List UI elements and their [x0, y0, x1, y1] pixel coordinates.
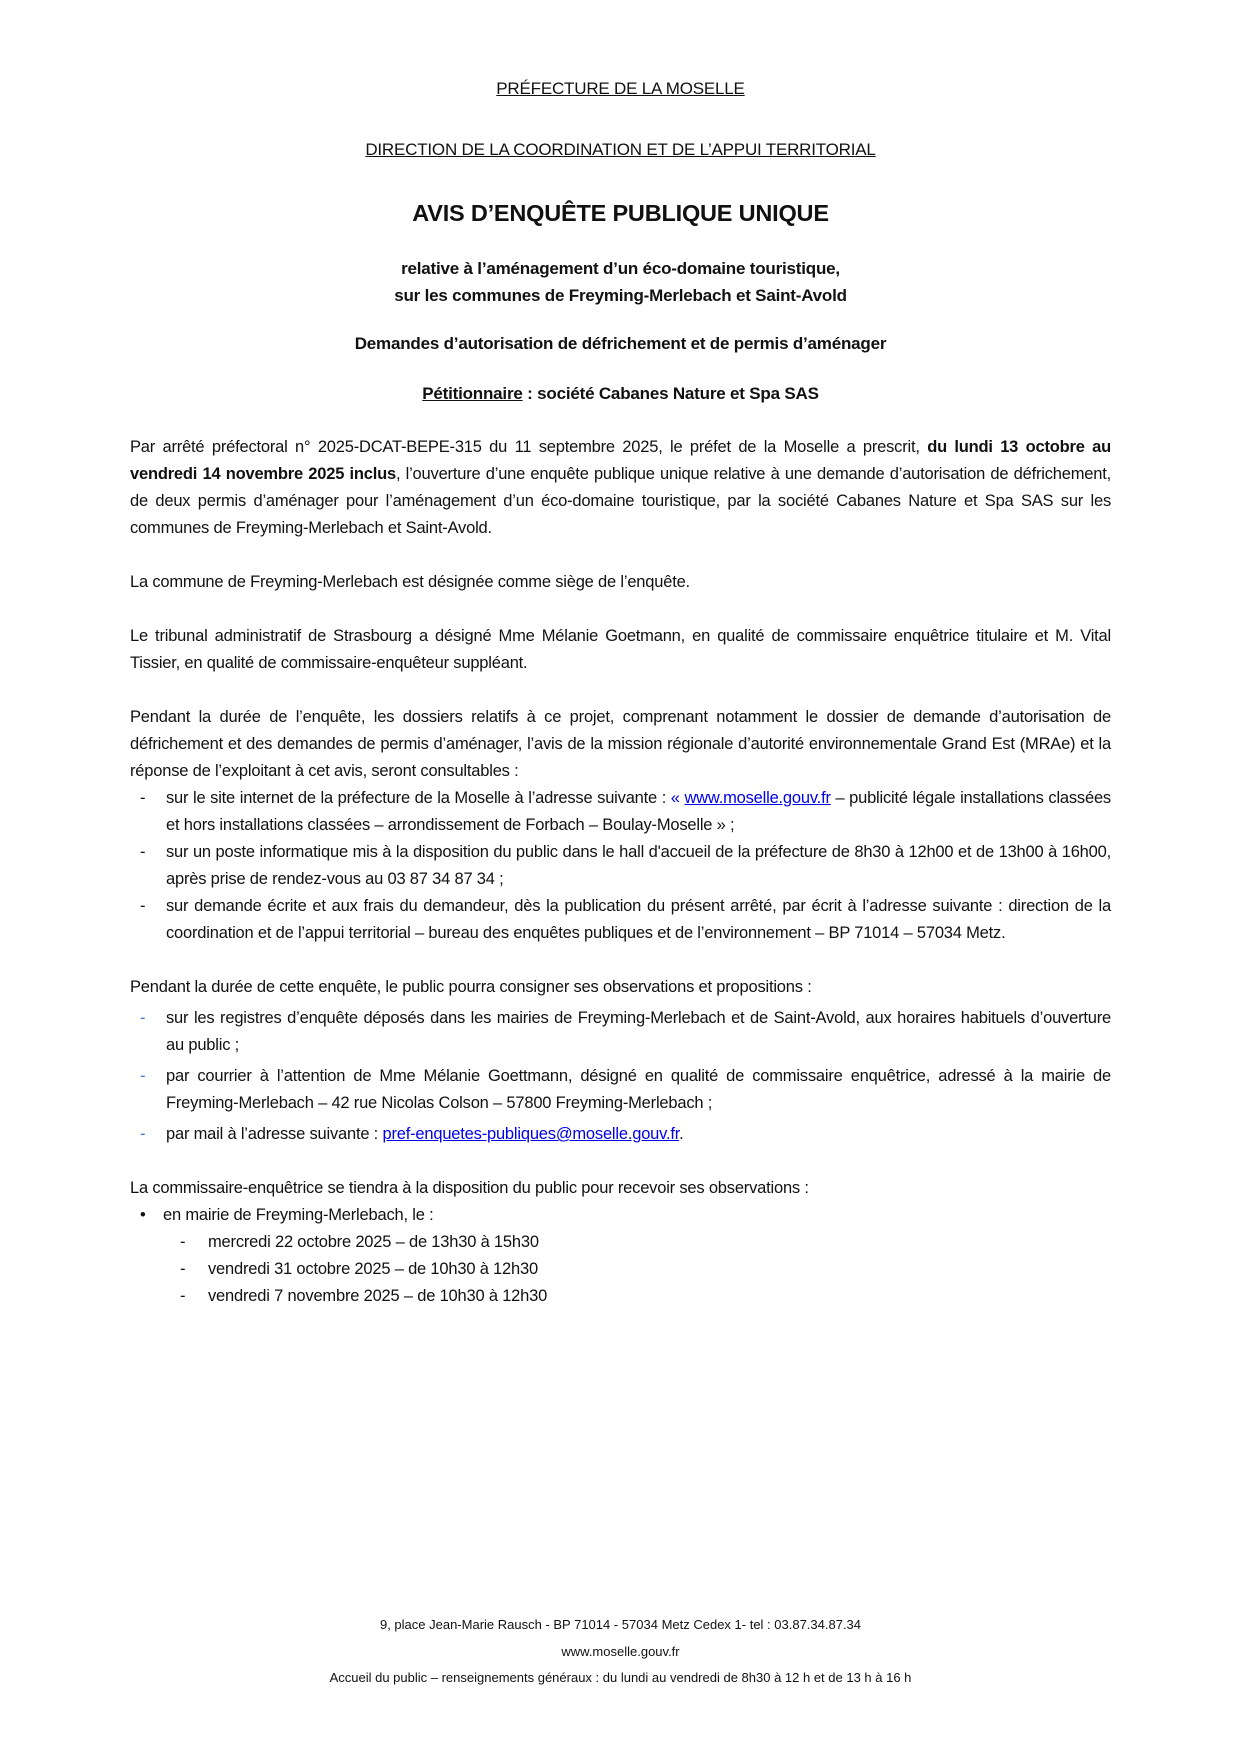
dash-marker-blue: -: [140, 1125, 146, 1143]
footer-hours: Accueil du public – renseignements généraux : du lundi au vendredi de 8h30 à 12 h et de 13 h à 16 h: [329, 1670, 912, 1685]
list-item-text: par courrier à l’attention de Mme Mélanie Goettmann, désigné en qualité de commissaire enquêtrice, adressé à la mairie de Freyming-Merlebach – 42 rue Nicolas Colson – 57800 Freyming-Merlebach ;: [166, 1067, 1111, 1112]
list-item-text: [166, 785, 1111, 839]
list-item-registres: [130, 1005, 1111, 1059]
dash-marker: -: [180, 1287, 186, 1305]
date-item: [178, 1283, 1111, 1310]
mail-text-pre: par mail à l’adresse suivante :: [166, 1125, 383, 1143]
list-item-text: sur les registres d’enquête déposés dans les mairies de Freyming-Merlebach et de Saint-Avold, aux horaires habituels d’ouverture au public ;: [166, 1009, 1111, 1054]
petitioner-label: Pétitionnaire: [422, 384, 523, 403]
footer-address: 9, place Jean-Marie Rausch - BP 71014 - 57034 Metz Cedex 1- tel : 03.87.34.87.34: [379, 1617, 862, 1632]
dash-marker-blue: -: [140, 1067, 146, 1085]
page-footer: [0, 1612, 1241, 1692]
observations-list: [130, 1005, 1111, 1148]
list-item-site-internet: [130, 785, 1111, 839]
quote-open: «: [670, 789, 685, 807]
list-item-mail: [130, 1121, 1111, 1148]
moselle-gouv-link[interactable]: www.moselle.gouv.fr: [684, 789, 831, 807]
site-text-post: – publicité légale installations classées et hors installations classées – arrondissement de Forbach – Boulay-Moselle » ;: [166, 789, 1111, 834]
paragraph-permanences-intro: La commissaire-enquêtrice se tiendra à la disposition du public pour recevoir ses observations :: [130, 1179, 809, 1197]
date-item: [178, 1256, 1111, 1283]
list-item-demande-ecrite: [130, 893, 1111, 947]
dash-marker: -: [180, 1260, 186, 1278]
list-item-courrier: [130, 1063, 1111, 1117]
dash-marker-blue: -: [140, 1009, 146, 1027]
subtitle-line-1: relative à l’aménagement d’un éco-domaine touristique,: [401, 259, 840, 278]
paragraph-observations-intro: Pendant la durée de cette enquête, le public pourra consigner ses observations et propositions :: [130, 978, 812, 996]
date-item-text: mercredi 22 octobre 2025 – de 13h30 à 15h30: [208, 1233, 539, 1251]
paragraph-tribunal: Le tribunal administratif de Strasbourg a désigné Mme Mélanie Goetmann, en qualité de commissaire enquêtrice titulaire et M. Vital Tissier, en qualité de commissaire-enquêteur suppléant.: [130, 627, 1111, 672]
subtitle: [130, 255, 1111, 309]
dash-marker: -: [140, 789, 146, 807]
prefecture-heading: PRÉFECTURE DE LA MOSELLE: [496, 79, 745, 98]
dash-marker: -: [140, 843, 146, 861]
petitioner-value: : société Cabanes Nature et Spa SAS: [522, 384, 819, 403]
petitioner-line: [130, 380, 1111, 407]
list-item-poste-informatique: [130, 839, 1111, 893]
consultation-list: [130, 785, 1111, 947]
paragraph-consultation-intro: Pendant la durée de l’enquête, les dossiers relatifs à ce projet, comprenant notamment le dossier de demande d’autorisation de défrichement et des demandes de permis d’aménager, l’avis de la mission régionale d’autorité environnementale Grand Est (MRAe) et la réponse de l’exploitant à cet avis, seront consultables :: [130, 708, 1111, 780]
arrete-text-post: , l’ouverture d’une enquête publique unique relative à une demande d’autorisation de défrichement, de deux permis d’aménager pour l’aménagement d’un éco-domaine touristique, par la société Cabanes Nature et Spa SAS sur les communes de Freyming-Merlebach et Saint-Avold.: [130, 465, 1112, 537]
bullet-item-text: en mairie de Freyming-Merlebach, le :: [163, 1206, 434, 1224]
email-link[interactable]: pref-enquetes-publiques@moselle.gouv.fr: [382, 1125, 680, 1143]
paragraph-arrete: [130, 434, 1111, 542]
arrete-text-pre: Par arrêté préfectoral n° 2025-DCAT-BEPE-315 du 11 septembre 2025, le préfet de la Moselle a prescrit,: [130, 438, 928, 456]
list-item-text: sur un poste informatique mis à la disposition du public dans le hall d'accueil de la préfecture de 8h30 à 12h00 et de 13h00 à 16h00, après prise de rendez-vous au 03 87 34 87 34 ;: [166, 843, 1111, 888]
bullet-item-mairie: [130, 1202, 1111, 1229]
date-item-text: vendredi 7 novembre 2025 – de 10h30 à 12h30: [208, 1287, 548, 1305]
mail-text-post: .: [679, 1125, 684, 1143]
main-title: AVIS D’ENQUÊTE PUBLIQUE UNIQUE: [412, 200, 829, 226]
dash-marker: -: [140, 897, 146, 915]
subject-heading: Demandes d’autorisation de défrichement et de permis d’aménager: [354, 334, 887, 353]
bullet-marker: •: [140, 1206, 146, 1224]
site-text-pre: sur le site internet de la préfecture de la Moselle à l’adresse suivante :: [166, 789, 671, 807]
date-item: [178, 1229, 1111, 1256]
list-item-text: [166, 1121, 1111, 1148]
arrete-dates-bold: du lundi 13 octobre au vendredi 14 novembre 2025 inclus: [130, 438, 1111, 483]
date-item-text: vendredi 31 octobre 2025 – de 10h30 à 12h30: [208, 1260, 538, 1278]
direction-heading: DIRECTION DE LA COORDINATION ET DE L’APPUI TERRITORIAL: [365, 140, 876, 159]
permanences-dates-list: [178, 1229, 1111, 1310]
dash-marker: -: [180, 1233, 186, 1251]
paragraph-siege: La commune de Freyming-Merlebach est désignée comme siège de l’enquête.: [130, 573, 690, 591]
subtitle-line-2: sur les communes de Freyming-Merlebach et Saint-Avold: [394, 286, 847, 305]
list-item-text: sur demande écrite et aux frais du demandeur, dès la publication du présent arrêté, par écrit à l’adresse suivante : direction de la coordination et de l’appui territorial – bureau des enquêtes publiques et de l’environnement – BP 71014 – 57034 Metz.: [166, 897, 1111, 942]
footer-website: www.moselle.gouv.fr: [561, 1643, 680, 1659]
